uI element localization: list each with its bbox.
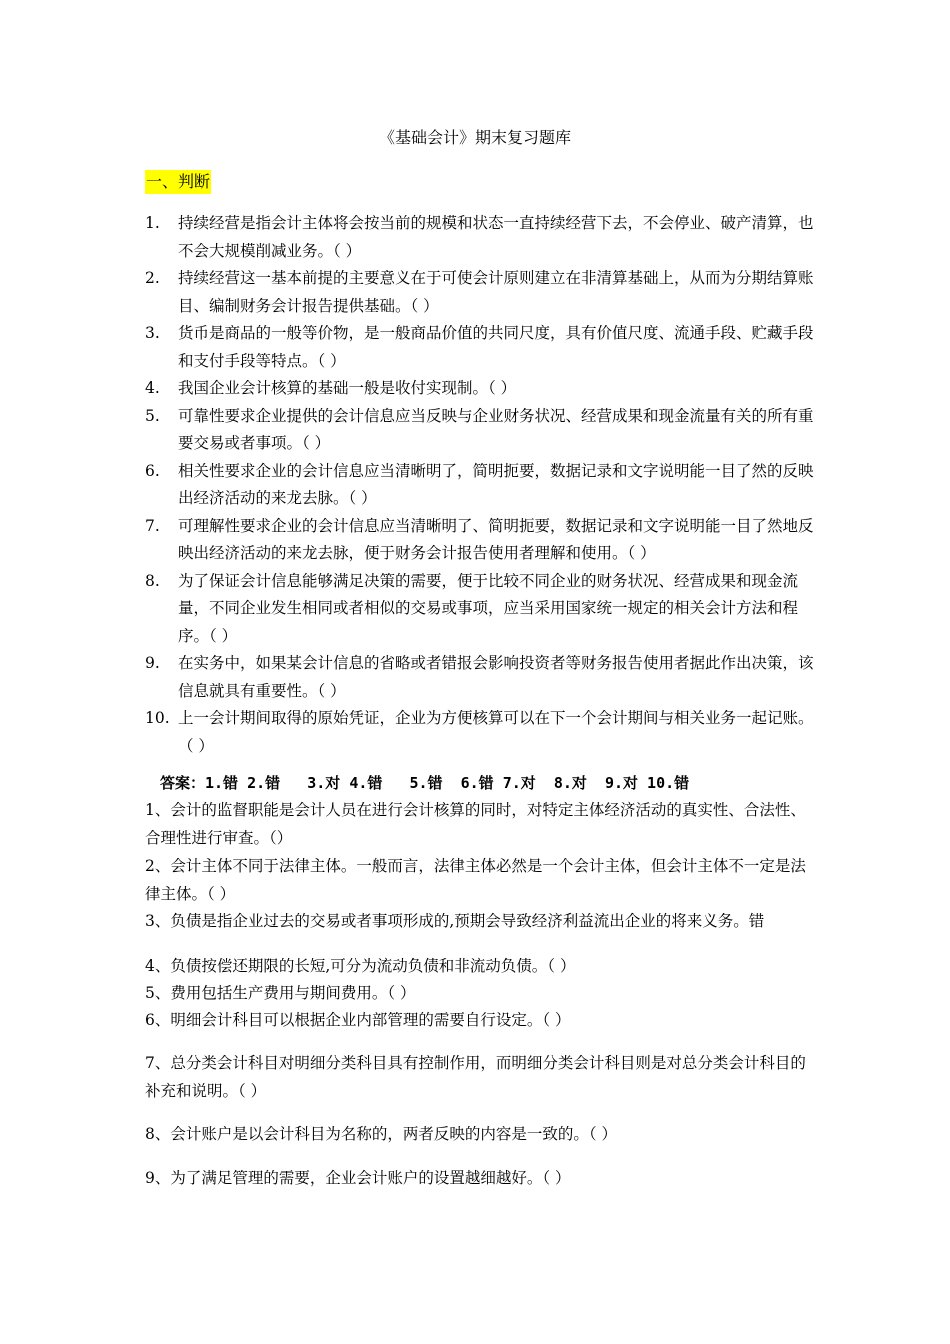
- question-paragraph: 2、会计主体不同于法律主体。一般而言，法律主体必然是一个会计主体，但会计主体不一定是法律主体。（ ）: [145, 857, 806, 903]
- question-item: [145, 705, 815, 760]
- question-item: [145, 375, 815, 403]
- question-item: [145, 568, 815, 651]
- question-text: 上一会计期间取得的原始凭证，企业为方便核算可以在下一个会计期间与相关业务一起记账。（ ）: [178, 709, 814, 755]
- question-item: [145, 320, 815, 375]
- question-number: 5.: [145, 406, 160, 425]
- question-paragraph: 5、费用包括生产费用与期间费用。（ ）: [145, 984, 416, 1002]
- question-number: 2.: [145, 269, 160, 287]
- question-paragraph: 3、负债是指企业过去的交易或者事项形成的,预期会导致经济利益流出企业的将来义务。错: [145, 912, 765, 930]
- question-item: [145, 458, 815, 513]
- question-text: 为了保证会计信息能够满足决策的需要，便于比较不同企业的财务状况、经营成果和现金流量，不同企业发生相同或者相似的交易或事项，应当采用国家统一规定的相关会计方法和程序。（ ）: [178, 571, 799, 645]
- question-text: 可靠性要求企业提供的会计信息应当反映与企业财务状况、经营成果和现金流量有关的所有重要交易或者事项。（ ）: [178, 406, 814, 452]
- question-number: 3.: [145, 324, 160, 342]
- question-paragraph: 7、总分类会计科目对明细分类科目具有控制作用，而明细分类会计科目则是对总分类会计科目的补充和说明。（ ）: [145, 1054, 806, 1100]
- question-item: [145, 513, 815, 568]
- question-text: 相关性要求企业的会计信息应当清晰明了，简明扼要，数据记录和文字说明能一目了然的反映出经济活动的来龙去脉。（ ）: [178, 461, 814, 507]
- question-text: 我国企业会计核算的基础一般是收付实现制。（ ）: [178, 379, 517, 397]
- question-number: 10.: [145, 709, 170, 727]
- question-item: [145, 650, 815, 705]
- question-paragraph: 9、为了满足管理的需要，企业会计账户的设置越细越好。（ ）: [145, 1169, 571, 1187]
- section-heading: 一、判断: [145, 170, 211, 194]
- answer-key: 答案：1.错 2.错 3.对 4.错 5.错 6.错 7.对 8.对 9.对 10.错: [160, 774, 690, 792]
- question-paragraph: 6、明细会计科目可以根据企业内部管理的需要自行设定。（ ）: [145, 1011, 571, 1029]
- question-text: 持续经营这一基本前提的主要意义在于可使会计原则建立在非清算基础上，从而为分期结算账目、编制财务会计报告提供基础。（ ）: [178, 269, 814, 315]
- question-number: 4.: [145, 379, 160, 397]
- question-number: 8.: [145, 571, 160, 590]
- question-number: 6.: [145, 461, 160, 480]
- document-title: 《基础会计》期末复习题库: [378, 128, 571, 147]
- question-text: 货币是商品的一般等价物，是一般商品价值的共同尺度，具有价值尺度、流通手段、贮藏手段和支付手段等特点。（ ）: [178, 324, 814, 370]
- question-paragraph: 4、负债按偿还期限的长短,可分为流动负债和非流动负债。（ ）: [145, 957, 576, 975]
- question-text: 可理解性要求企业的会计信息应当清晰明了、简明扼要，数据记录和文字说明能一目了然地反映出经济活动的来龙去脉，便于财务会计报告使用者理解和使用。（ ）: [178, 516, 814, 562]
- question-number: 7.: [145, 516, 160, 535]
- question-number: 9.: [145, 654, 160, 672]
- question-paragraph: 1、会计的监督职能是会计人员在进行会计核算的同时，对特定主体经济活动的真实性、合法性、合理性进行审查。（）: [145, 801, 806, 847]
- question-paragraph: 8、会计账户是以会计科目为名称的，两者反映的内容是一致的。（ ）: [145, 1125, 618, 1143]
- question-item: [145, 265, 815, 320]
- question-list: [145, 210, 815, 760]
- question-number: 1.: [145, 214, 160, 232]
- question-item: [145, 403, 815, 458]
- question-text: 在实务中，如果某会计信息的省略或者错报会影响投资者等财务报告使用者据此作出决策，该信息就具有重要性。（ ）: [178, 654, 814, 700]
- question-item: [145, 210, 815, 265]
- question-text: 持续经营是指会计主体将会按当前的规模和状态一直持续经营下去，不会停业、破产清算，也不会大规模削减业务。（ ）: [178, 214, 814, 260]
